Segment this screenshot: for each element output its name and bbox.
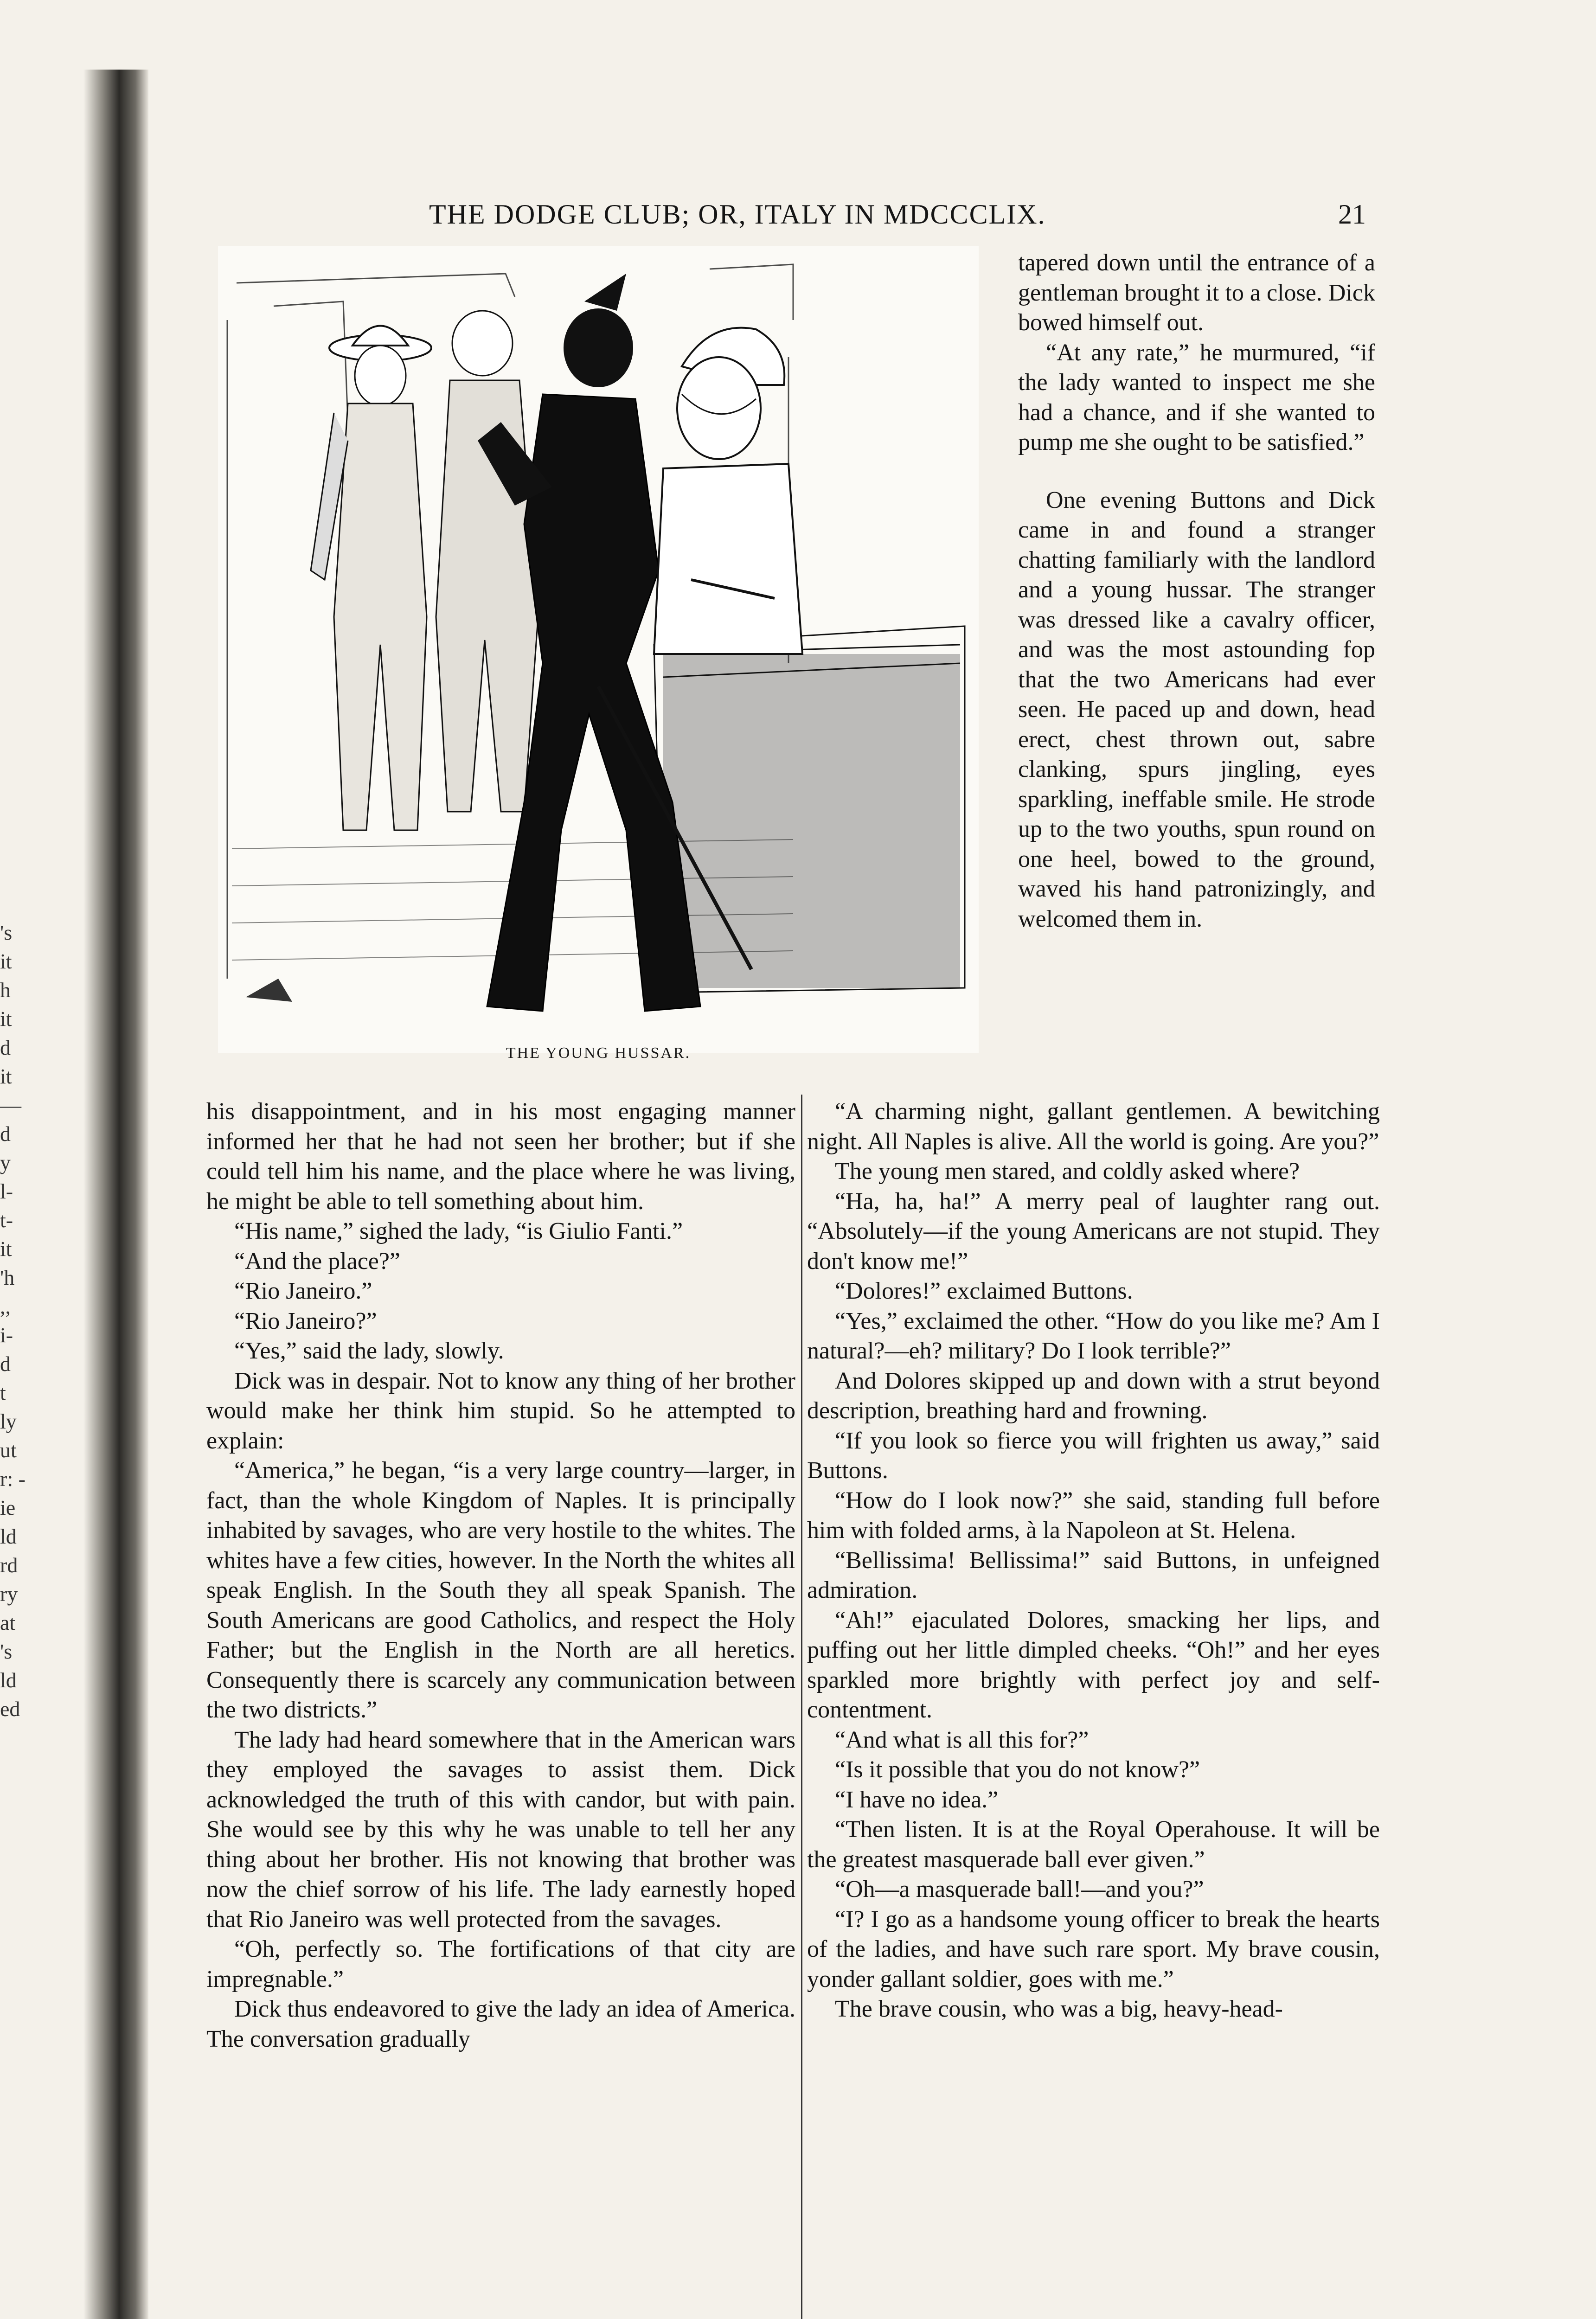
paragraph: “Rio Janeiro?” (234, 1307, 377, 1334)
margin-fragment: r: - (0, 1467, 26, 1491)
paragraph: The brave cousin, who was a big, heavy-head- (835, 1996, 1283, 2022)
running-head: THE DODGE CLUB; OR, ITALY IN MDCCCLIX. (429, 199, 1046, 230)
margin-fragment: h (0, 978, 11, 1002)
paragraph: “Ha, ha, ha!” A merry peal of laughter rang out. “Absolutely—if the young Americans are not stupid. They don't know me!” (807, 1188, 1380, 1275)
margin-fragment: t- (0, 1208, 13, 1232)
right-top-column (1018, 248, 1375, 934)
paragraph: “Dolores!” exclaimed Buttons. (835, 1278, 1133, 1304)
margin-fragment: 's (0, 921, 13, 944)
binding-gutter-shadow (83, 70, 148, 2319)
left-column (206, 1097, 795, 2054)
paragraph: “Rio Janeiro.” (234, 1278, 372, 1304)
paragraph: “Bellissima! Bellissima!” said Buttons, in unfeigned admiration. (807, 1547, 1380, 1603)
paragraph: And Dolores skipped up and down with a strut beyond description, breathing hard and frowning. (807, 1367, 1380, 1424)
paragraph: “I have no idea.” (835, 1786, 999, 1813)
margin-fragment: it (0, 949, 12, 973)
margin-fragment: it (0, 1064, 12, 1088)
margin-fragment: d (0, 1036, 11, 1059)
margin-fragment: ly (0, 1409, 17, 1433)
page-number: 21 (1338, 199, 1366, 230)
paragraph: “Is it possible that you do not know?” (835, 1756, 1200, 1783)
paragraph: Dick was in despair. Not to know any thing of her brother would make her think him stupid. So he attempted to explain: (206, 1367, 795, 1454)
paragraph: “If you look so fierce you will frighten us away,” said Buttons. (807, 1427, 1380, 1484)
paragraph: his disappointment, and in his most engaging manner informed her that he had not seen her brother; but if she could tell him his name, and the place where he was living, he might be able to tell something about him. (206, 1098, 795, 1215)
paragraph: “I? I go as a handsome young officer to break the hearts of the ladies, and have such rare sport. My brave cousin, yonder gallant soldier, goes with me.” (807, 1906, 1380, 1992)
paragraph: “And the place?” (234, 1248, 401, 1275)
illustration-caption: THE YOUNG HUSSAR. (506, 1044, 691, 1062)
paragraph: “A charming night, gallant gentlemen. A bewitching night. All Naples is alive. All the world is going. Are you?” (807, 1098, 1380, 1155)
paragraph: The lady had heard somewhere that in the American wars they employed the savages to assist them. Dick acknowledged the truth of this with candor, but with pain. She would see by this why he was unable to tell her any thing about her brother. His not knowing that brother was now the chief sorrow of his life. The lady earnestly hoped that Rio Janeiro was well protected from the savages. (206, 1726, 795, 1933)
margin-fragment: i- (0, 1323, 13, 1347)
margin-fragment: it (0, 1007, 12, 1031)
margin-fragment: ie (0, 1496, 16, 1519)
paragraph: “Yes,” exclaimed the other. “How do you like me? Am I natural?—eh? military? Do I look terrible?” (807, 1307, 1380, 1364)
paragraph: tapered down until the entrance of a gentleman brought it to a close. Dick bowed himself out. (1018, 250, 1375, 336)
right-column (807, 1097, 1380, 2024)
margin-fragment: ld (0, 1668, 17, 1692)
margin-fragment: ld (0, 1525, 17, 1548)
margin-fragment: l- (0, 1179, 13, 1203)
paragraph: “Yes,” said the lady, slowly. (234, 1338, 504, 1364)
margin-fragment: ry (0, 1582, 18, 1606)
paragraph: “America,” he began, “is a very large country—larger, in fact, than the whole Kingdom of Naples. It is principally inhabited by savages, who are very hostile to the whites. The whites have a few cities, however. In the North the whites all speak English. In the South they all speak Spanish. The South Americans are good Catholics, and respect the Holy Father; but the English in the North are all heretics. Consequently there is scarcely any communication between the two districts.” (206, 1457, 795, 1723)
paragraph: “Then listen. It is at the Royal Operahouse. It will be the greatest masquerade ball ever given.” (807, 1816, 1380, 1873)
margin-fragment: at (0, 1611, 16, 1634)
facing-page-fragments (0, 918, 70, 2310)
margin-fragment: t (0, 1381, 6, 1404)
paragraph: “Oh—a masquerade ball!—and you?” (835, 1876, 1204, 1903)
paragraph: “At any rate,” he murmured, “if the lady wanted to inspect me she had a chance, and if she wanted to pump me she ought to be satisfied.” (1018, 339, 1375, 455)
paragraph: “Oh, perfectly so. The fortifications of that city are impregnable.” (206, 1936, 795, 1992)
paragraph: “Ah!” ejaculated Dolores, smacking her lips, and puffing out her little dimpled cheeks. “Oh!” and her eyes sparkled more brightly with perfect joy and self-contentment. (807, 1607, 1380, 1723)
margin-fragment: rd (0, 1553, 18, 1577)
paragraph: The young men stared, and coldly asked where? (835, 1158, 1300, 1185)
margin-fragment: 's (0, 1640, 13, 1663)
margin-fragment: ut (0, 1438, 17, 1462)
margin-fragment: 'h (0, 1266, 15, 1289)
column-rule (801, 1095, 802, 2319)
paragraph: “His name,” sighed the lady, “is Giulio Fanti.” (234, 1218, 683, 1244)
margin-fragment: y (0, 1151, 11, 1174)
paragraph: Dick thus endeavored to give the lady an idea of America. The conversation gradually (206, 1996, 795, 2052)
margin-fragment: it (0, 1237, 12, 1261)
margin-fragment: ed (0, 1697, 20, 1721)
margin-fragment: — (0, 1093, 21, 1117)
margin-fragment: d (0, 1122, 11, 1146)
paragraph: “And what is all this for?” (835, 1726, 1089, 1753)
paragraph: “How do I look now?” she said, standing full before him with folded arms, à la Napoleon at St. Helena. (807, 1487, 1380, 1544)
margin-fragment: ,, (0, 1294, 11, 1318)
illustration-young-hussar (218, 246, 979, 1053)
paragraph: One evening Buttons and Dick came in and found a stranger chatting familiarly with the landlord and a young hussar. The stranger was dressed like a cavalry officer, and was the most astounding fop that the two Americans had ever seen. He paced up and down, head erect, chest thrown out, sabre clanking, spurs jingling, eyes sparkling, ineffable smile. He strode up to the two youths, spun round on one heel, bowed to the ground, waved his hand patronizingly, and welcomed them in. (1018, 487, 1375, 932)
margin-fragment: d (0, 1352, 11, 1376)
